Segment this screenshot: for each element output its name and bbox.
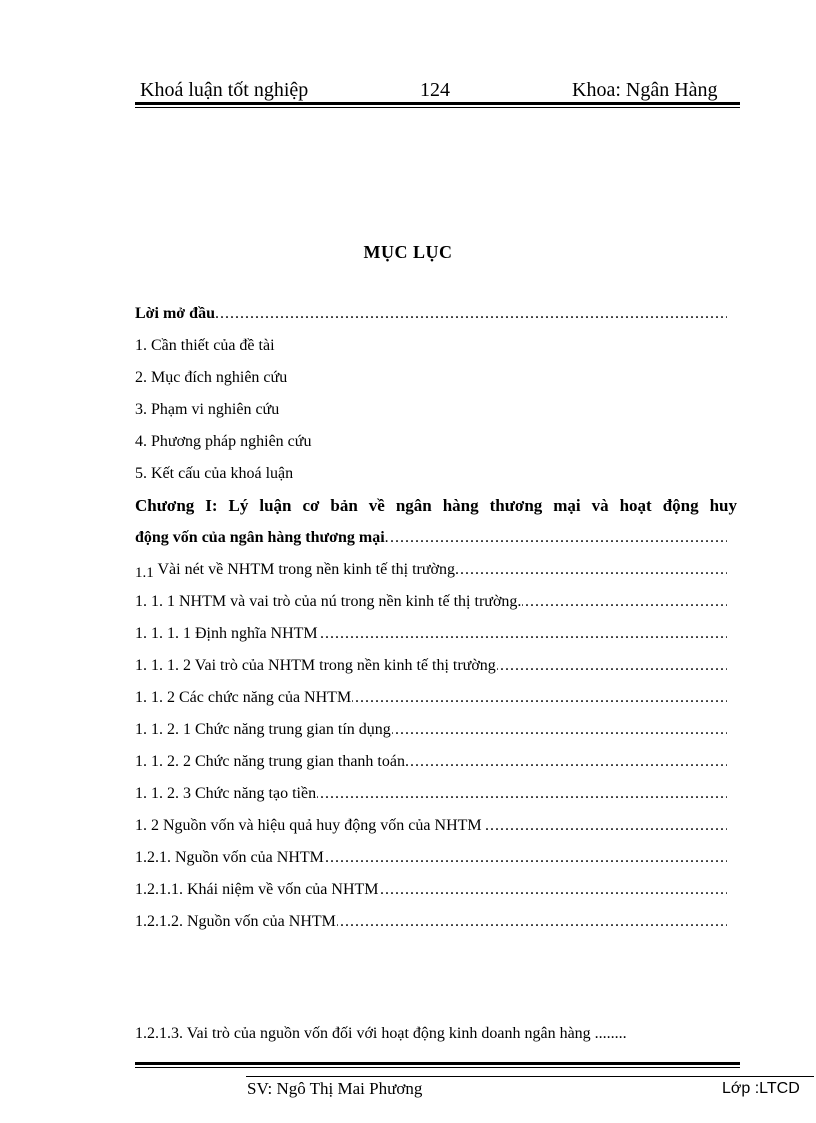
toc-entry-text <box>135 913 337 930</box>
toc-entry <box>135 554 727 586</box>
toc-entry-label: 1.2.1.1. Khái niệm về vốn của NHTM <box>135 881 379 898</box>
toc-entry-text <box>135 657 497 674</box>
toc-entry-label: 1. 1. 1 NHTM và vai trò của nú trong nền kinh tế thị trường. <box>135 593 522 610</box>
toc-entry-label: 1. 1. 1. 1 Định nghĩa NHTM <box>135 625 318 642</box>
toc-entry-label: 1. Cần thiết của đề tài <box>135 337 275 354</box>
toc-entry-label: 3. Phạm vi nghiên cứu <box>135 401 280 418</box>
toc-entry-text: 1.2.1.3. Vai trò của nguồn vốn đối với hoạt động kinh doanh ngân hàng ........ <box>135 1025 627 1042</box>
toc-entry-text <box>135 337 276 354</box>
header-page-number: 124 <box>420 79 450 101</box>
toc-entry-text <box>135 593 522 610</box>
toc-entry <box>135 490 738 522</box>
toc-entry-label: 2. Mục đích nghiên cứu <box>135 369 288 386</box>
toc-entry-label: Lời mở đầu <box>135 305 215 322</box>
toc-entry <box>135 746 727 778</box>
footer-student-name: SV: Ngô Thị Mai Phương <box>247 1079 423 1098</box>
toc-entry-text <box>135 433 312 450</box>
toc-entry-label: 1. 1. 2. 3 Chức năng tạo tiền <box>135 785 317 802</box>
toc-entry <box>135 842 727 874</box>
toc-entry <box>135 394 727 426</box>
toc-entry <box>135 874 727 906</box>
toc-entry-text <box>135 721 392 738</box>
toc-entry <box>135 810 727 842</box>
toc-entry-text <box>135 529 390 546</box>
toc-entry-text <box>135 881 380 898</box>
toc-entry-suffix: . <box>384 529 389 546</box>
leader-dots <box>135 298 727 330</box>
toc-entry-text <box>135 496 738 515</box>
toc-entry <box>135 618 727 650</box>
toc-entry-label: 4. Phương pháp nghiên cứu <box>135 433 312 450</box>
toc-entry-label: 1. 2 Nguồn vốn và hiệu quả huy động vốn của NHTM <box>135 817 482 834</box>
toc-entry-number: 1.1 <box>135 565 154 581</box>
toc-title: MỤC LỤC <box>363 242 453 262</box>
footer-rule-top-of-text <box>246 1076 814 1077</box>
toc-entry-text <box>135 465 294 482</box>
toc-entry-text <box>135 305 216 322</box>
toc-entry-text <box>135 689 352 706</box>
toc-entry-text <box>135 401 280 418</box>
toc-entry-text <box>135 561 460 581</box>
toc-entry-text <box>135 625 319 642</box>
toc-continued <box>135 1018 727 1050</box>
header-faculty-label: Khoa: Ngân Hàng <box>572 79 718 101</box>
table-of-contents <box>135 298 737 938</box>
toc-entry-label: Vài nét về NHTM trong nền kinh tế thị trường. <box>153 561 459 578</box>
toc-entry <box>135 714 727 746</box>
toc-entry-label: 5. Kết cấu của khoá luận <box>135 465 294 482</box>
toc-entry-label: 1.2.1. Nguồn vốn của NHTM <box>135 849 324 866</box>
toc-entry-label: 1. 1. 2. 1 Chức năng trung gian tín dụng <box>135 721 391 738</box>
toc-entry <box>135 522 727 554</box>
toc-entry-label: 1. 1. 2 Các chức năng của NHTM <box>135 689 352 706</box>
toc-entry <box>135 586 727 618</box>
toc-entry-label: 1.2.1.2. Nguồn vốn của NHTM <box>135 913 336 930</box>
toc-entry-label: 1. 1. 1. 2 Vai trò của NHTM trong nền kinh tế thị trường <box>135 657 496 674</box>
toc-entry <box>135 650 727 682</box>
toc-entry-label: động vốn của ngân hàng thương mại <box>135 529 385 546</box>
toc-entry <box>135 362 727 394</box>
toc-entry <box>135 778 727 810</box>
header-rule-thick <box>135 102 740 105</box>
header-thesis-label: Khoá luận tốt nghiệp <box>140 79 309 101</box>
toc-entry-text <box>135 817 483 834</box>
toc-entry-text <box>135 849 325 866</box>
toc-entry <box>135 682 727 714</box>
toc-entry <box>135 330 727 362</box>
toc-entry-text <box>135 753 406 770</box>
toc-entry-label: 1. 1. 2. 2 Chức năng trung gian thanh toán <box>135 753 405 770</box>
footer-rule-thick <box>135 1062 740 1065</box>
toc-entry <box>135 298 727 330</box>
footer-rule-thin <box>135 1067 740 1068</box>
toc-entry-text <box>135 785 317 802</box>
footer-class: Lớp :LTCD <box>722 1080 800 1097</box>
toc-entry <box>135 906 727 938</box>
toc-entry-label: Chương I: Lý luận cơ bản về ngân hàng thương mại và hoạt động huy <box>135 496 737 515</box>
toc-entry <box>135 458 727 490</box>
toc-entry-1-2-1-3 <box>135 1018 727 1050</box>
toc-entry-text <box>135 369 288 386</box>
toc-entry <box>135 426 727 458</box>
header-rule-thin <box>135 107 740 108</box>
